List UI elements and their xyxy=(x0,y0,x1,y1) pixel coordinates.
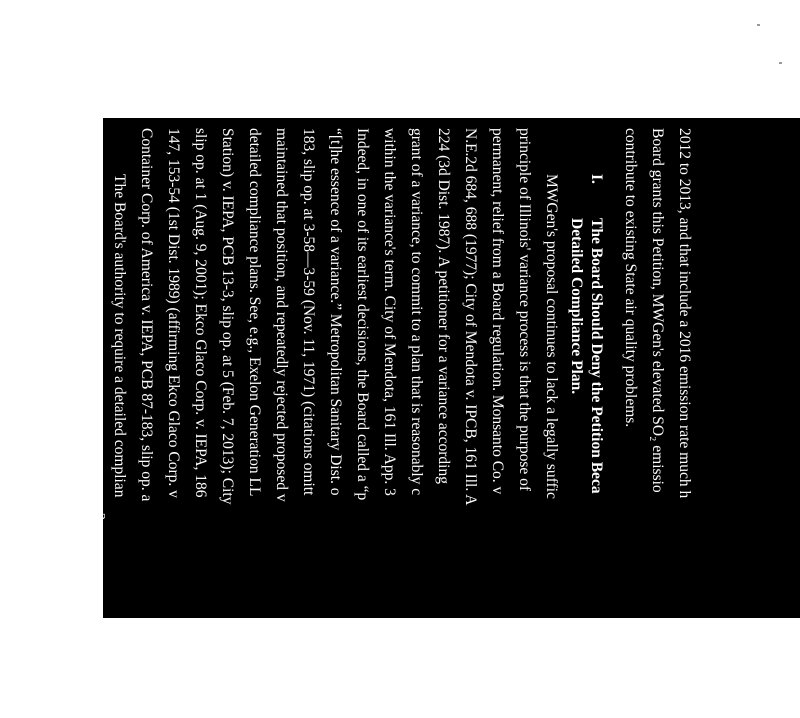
heading-line-2: Detailed Compliance Plan. xyxy=(568,218,585,395)
text-line: within the variance's term. City of Mendota, 161 Ill. App. 3 xyxy=(381,128,398,496)
page-number: 2 xyxy=(92,513,107,520)
scanned-page xyxy=(84,118,800,618)
text-line: MWGen's proposal continues to lack a legally suffic xyxy=(543,174,560,499)
scan-speck xyxy=(757,24,760,26)
text-line: detailed compliance plans. See, e.g., Exelon Generation LL xyxy=(246,128,263,497)
text-line: Illinois Environmental Protection Act (“Act”) and Board reg xyxy=(84,128,101,503)
heading-line-1: The Board Should Deny the Petition Beca xyxy=(588,218,605,494)
text-line: Station) v. IEPA, PCB 13-3, slip op. at 5 (Feb. 7, 2013); City xyxy=(219,128,236,505)
scan-speck xyxy=(779,62,782,64)
text-line: Container Corp. of America v. IEPA, PCB 87-183, slip op. a xyxy=(138,128,155,502)
text-line: maintained that position, and repeatedly rejected proposed v xyxy=(273,128,290,502)
heading-number: I. xyxy=(588,174,605,184)
text-line: permanent, relief from a Board regulation. Monsanto Co. v xyxy=(489,128,506,495)
text-line: slip op. at 1 (Aug. 9, 2001); Ekco Glaco Corp. v. IEPA, 186 xyxy=(192,128,209,498)
page-content xyxy=(84,118,697,618)
text-line: Board grants this Petition, MWGen's elevated SO₂ emissio xyxy=(649,128,666,493)
text-line: 183, slip op. at 3-58—3-59 (Nov. 11, 1971) (citations omitt xyxy=(300,128,317,496)
text-line: 224 (3d Dist. 1987). A petitioner for a variance according xyxy=(435,128,452,484)
text-line: 147, 153-54 (1st Dist. 1989) (affirming Ekco Glaco Corp. v xyxy=(165,128,182,498)
text-line: Indeed, in one of its earliest decisions, the Board called a “p xyxy=(354,128,371,501)
text-line: principle of Illinois' variance process is that the purpose of xyxy=(516,128,533,492)
text-line: The Board's authority to require a detailed complian xyxy=(111,174,128,498)
text-line: N.E.2d 684, 688 (1977); City of Mendota v. IPCB, 161 Ill. A xyxy=(462,128,479,506)
text-line: 2012 to 2013, and that include a 2016 emission rate much h xyxy=(676,128,693,499)
text-line: “[t]he essence of a variance.” Metropolitan Sanitary Dist. o xyxy=(327,128,344,496)
text-line: grant of a variance, to commit to a plan that is reasonably c xyxy=(408,128,425,496)
text-line: contribute to existing State air quality problems. xyxy=(622,128,639,428)
section-heading xyxy=(584,118,609,718)
